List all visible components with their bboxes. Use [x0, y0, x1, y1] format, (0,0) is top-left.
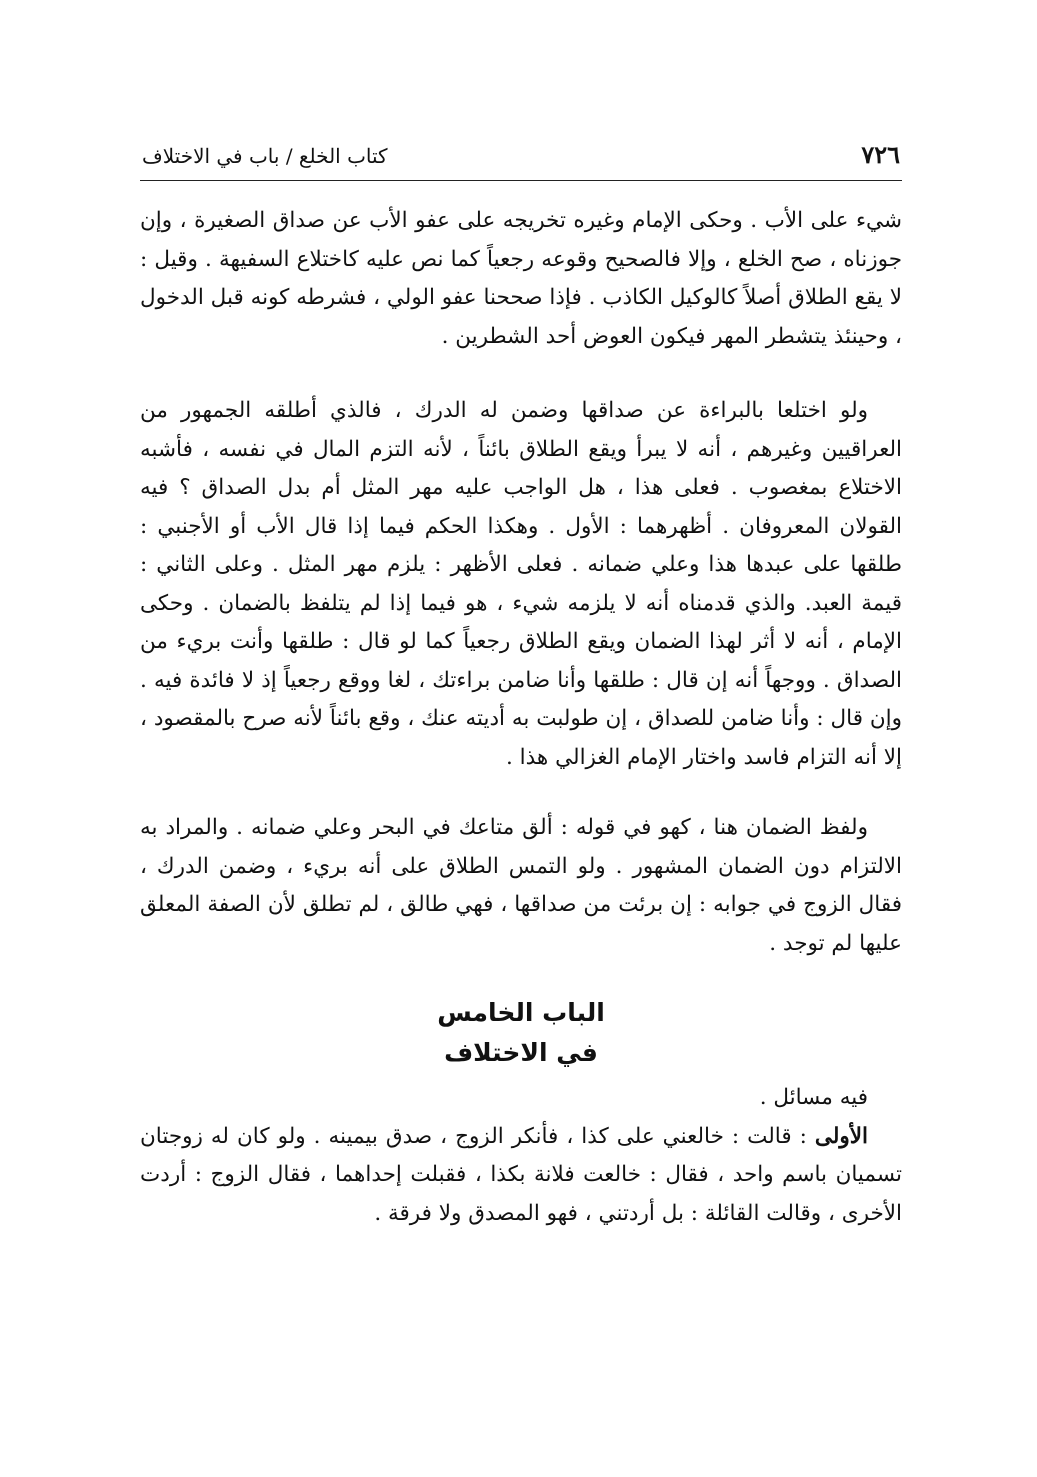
page-header: [140, 138, 902, 181]
chapter-heading: [140, 993, 902, 1073]
issue-first: [140, 1118, 902, 1234]
intro-line: فيه مسائل .: [759, 1085, 868, 1110]
running-title: كتاب الخلع / باب في الاختلاف: [142, 144, 388, 168]
issue-label: الأولى: [814, 1123, 868, 1149]
page-body: [140, 202, 902, 1233]
chapter-title: الباب الخامس: [437, 998, 605, 1027]
paragraph-continuation: شيء على الأب . وحكى الإمام وغيره تخريجه على عفو الأب عن صداق الصغيرة ، وإن جوزناه ، صح الخلع ، وإلا فالصحيح وقوعه رجعياً كما نص عليه كاختلاع السفيهة . وقيل : لا يقع الطلاق أصلاً كالوكيل الكاذب . فإذا صححنا عفو الولي ، فشرطه كونه قبل الدخول ، وحينئذ يتشطر المهر فيكون العوض أحد الشطرين .: [140, 208, 902, 349]
page-number: ٧٢٦: [861, 140, 900, 169]
paragraph-khul-baraa: ولو اختلعا بالبراءة عن صداقها وضمن له الدرك ، فالذي أطلقه الجمهور من العراقيين وغيرهم ، أنه لا يبرأ ويقع الطلاق بائناً ، لأنه التزم المال في نفسه ، فأشبه الاختلاع بمغصوب . فعلى هذا ، هل الواجب عليه مهر المثل أم بدل الصداق ؟ فيه القولان المعروفان . أظهرهما : الأول . وهكذا الحكم فيما إذا قال الأب أو الأجنبي : طلقها على عبدها هذا وعلي ضمانه . فعلى الأظهر : يلزم مهر المثل . وعلى الثاني : قيمة العبد. والذي قدمناه أنه لا يلزمه شيء ، هو فيما إذا لم يتلفظ بالضمان . وحكى الإمام ، أنه لا أثر لهذا الضمان ويقع الطلاق رجعياً كما لو قال : طلقها وأنت بريء من الصداق . ووجهاً أنه إن قال : طلقها وأنا ضامن براءتك ، لغا ووقع رجعياً إذ لا فائدة فيه . وإن قال : وأنا ضامن للصداق ، إن طولبت به أديته عنك ، وقع بائناً لأنه صرح بالمقصود ، إلا أنه التزام فاسد واختار الإمام الغزالي هذا .: [140, 398, 902, 770]
paragraph-daman-meaning: ولفظ الضمان هنا ، كهو في قوله : ألق متاعك في البحر وعلي ضمانه . والمراد به الالتزام دون الضمان المشهور . ولو التمس الطلاق على أنه بريء ، وضمن الدرك ، فقال الزوج في جوابه : إن برئت من صداقها ، فهي طالق ، لم تطلق لأن الصفة المعلق عليها لم توجد .: [140, 815, 902, 956]
chapter-subtitle: في الاختلاف: [444, 1038, 598, 1067]
issue-text: : قالت : خالعني على كذا ، فأنكر الزوج ، صدق بيمينه . ولو كان له زوجتان تسميان باسم واحد ، فقال : خالعت فلانة بكذا ، فقبلت إحداهما ، فقال الزوج : أردت الأخرى ، وقالت القائلة : بل أردتني ، فهو المصدق ولا فرقة .: [140, 1123, 902, 1226]
